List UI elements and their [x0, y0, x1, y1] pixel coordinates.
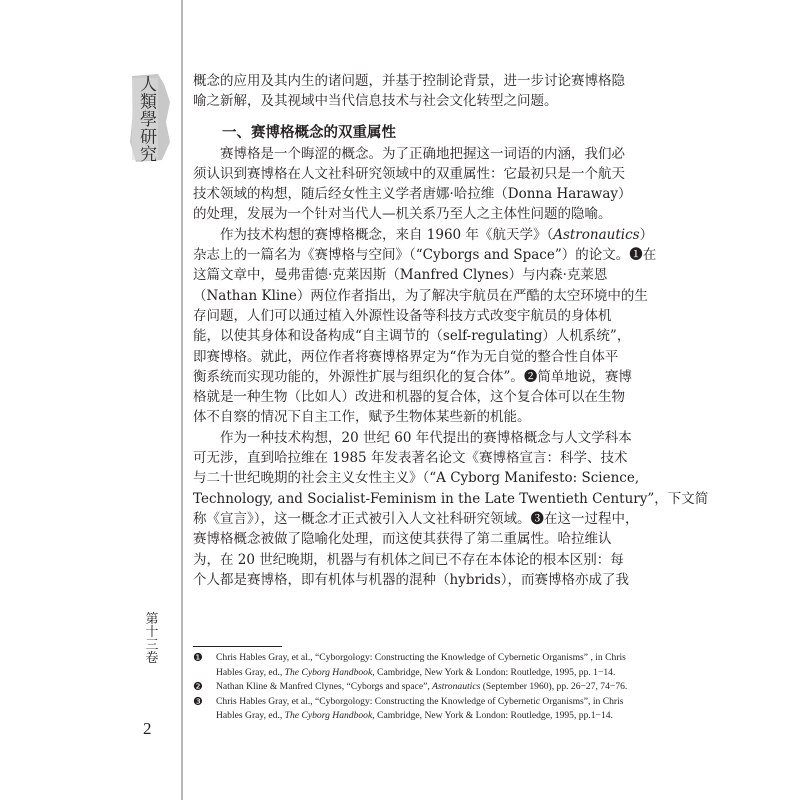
text-segment: 须认识到赛博格在人文社科研究领域中的双重属性：它最初只是一个航天	[193, 165, 625, 182]
journal-logo-text: 人類學研究	[136, 75, 156, 163]
text-line	[216, 709, 613, 724]
text-line	[193, 489, 709, 509]
text-segment: 这篇文章中，曼弗雷德·克莱因斯（Manfred Clynes）与内森·克莱恩	[193, 267, 608, 284]
volume-char: 卷	[145, 651, 159, 666]
italic-title: The Cyborg Handbook	[284, 666, 373, 678]
text-segment: 作为技术构想的赛博格概念，来自 1960 年《航天学》（	[220, 226, 554, 243]
footnote	[193, 651, 626, 680]
text-segment: （Nathan Kline）两位作者指出，为了解决宇航员在严酷的太空环境中的生	[193, 287, 648, 304]
volume-char: 三	[145, 638, 159, 653]
text-line	[193, 367, 632, 387]
text-segment: Hables Gray, ed.,	[216, 710, 285, 722]
italic-title: Astronautics	[432, 681, 481, 693]
paragraph	[193, 144, 632, 225]
text-line	[193, 225, 654, 245]
text-segment: 能，以使其身体和设备构成“自主调节的（self-regulating）人机系统”，	[193, 328, 631, 345]
paragraph	[193, 71, 625, 112]
text-line	[193, 204, 612, 224]
paragraph	[193, 428, 709, 590]
text-line	[193, 184, 632, 204]
section-heading: 一、赛博格概念的双重属性	[222, 124, 396, 141]
footnotes	[193, 651, 628, 724]
text-line	[193, 509, 639, 529]
text-line	[193, 529, 612, 549]
text-segment: 格就是一种生物（比如人）改进和机器的复合体，这个复合体可以在生物	[193, 389, 625, 406]
text-line	[193, 265, 608, 285]
paragraph	[193, 225, 657, 428]
text-line	[193, 306, 612, 326]
text-line	[216, 695, 624, 710]
footnote	[193, 680, 628, 695]
text-line	[193, 468, 640, 488]
text-line	[193, 550, 624, 570]
page-number: 2	[143, 719, 152, 738]
text-segment: 的处理，发展为一个针对当代人—机关系乃至人之主体性问题的隐喻。	[193, 206, 612, 223]
text-line	[193, 347, 619, 367]
body-text	[193, 71, 709, 590]
text-segment: 存问题，人们可以通过植入外源性设备等科技方式改变宇航员的身体机	[193, 307, 612, 324]
margin-rule	[181, 0, 183, 800]
text-segment: 称《宣言》），这一概念才正式被引入人文社科研究领域。❸在这一过程中，	[193, 510, 639, 527]
text-segment: 可无涉，直到哈拉维在 1985 年发表著名论文《赛博格宣言：科学、技术	[193, 450, 628, 467]
text-segment: Technology, and Socialist-Feminism in the Late Twentieth Century”，下文简	[193, 490, 709, 507]
text-line	[193, 448, 628, 468]
text-segment: 即赛博格。就此，两位作者将赛博格界定为“作为无自觉的整合性自体平	[193, 348, 619, 365]
text-segment: ）	[639, 226, 654, 243]
text-segment: 概念的应用及其内生的诸问题，并基于控制论背景，进一步讨论赛博格隐	[193, 73, 625, 89]
text-line	[193, 570, 630, 590]
text-line	[193, 144, 625, 164]
text-segment: 喻之新解，及其视域中当代信息技术与社会文化转型之问题。	[193, 93, 558, 110]
text-line	[193, 71, 625, 91]
text-segment: 杂志上的一篇名为《赛博格与空间》（“Cyborgs and Space”）的论文。❶在	[193, 247, 657, 264]
text-segment: 为，在 20 世纪晚期，机器与有机体之间已不存在本体论的根本区别：每	[193, 551, 624, 568]
text-segment: 与二十世纪晚期的社会主义女性主义》（“A Cyborg Manifesto: Science,	[193, 470, 640, 487]
text-line	[216, 680, 628, 695]
italic-title: The Cyborg Handbook	[284, 710, 373, 722]
footnote	[193, 695, 624, 724]
text-line	[216, 666, 616, 681]
text-segment: Chris Hables Gray, et al., “Cyborgology: Constructing the Knowledge of Cybernetic Organisms” , in Chris	[216, 652, 626, 663]
footnote-marker: ❸	[193, 695, 203, 708]
text-line	[193, 91, 598, 111]
volume-char: 十	[145, 625, 159, 640]
text-segment: , Cambridge, New York & London: Routledge, 1995, pp.1−14.	[372, 710, 613, 722]
text-line	[193, 286, 648, 306]
text-segment: Chris Hables Gray, et al., “Cyborgology: Constructing the Knowledge of Cybernetic Organisms”, in Chris	[216, 695, 624, 707]
text-line	[193, 164, 625, 184]
text-segment: (September 1960), pp. 26−27, 74−76.	[480, 681, 628, 693]
footnote-marker: ❶	[193, 652, 203, 664]
text-segment: 作为一种技术构想，20 世纪 60 年代提出的赛博格概念与人文学科本	[220, 429, 632, 446]
text-segment: , Cambridge, New York & London: Routledge, 1995, pp. 1−14.	[372, 666, 616, 678]
text-line	[193, 407, 598, 427]
text-line	[193, 245, 657, 265]
journal-seal-logo	[128, 72, 172, 164]
text-line	[216, 651, 626, 666]
text-line	[193, 428, 632, 448]
italic-title: Astronautics	[553, 226, 640, 243]
text-line	[193, 387, 625, 407]
footnote-marker: ❷	[193, 681, 203, 694]
text-segment: 赛博格是一个晦涩的概念。为了正确地把握这一词语的内涵，我们必	[220, 145, 625, 162]
volume-label	[144, 613, 160, 665]
text-segment: Hables Gray, ed.,	[216, 666, 285, 678]
text-segment: 衡系统而实现功能的，外源性扩展与组织化的复合体”。❷简单地说，赛博	[193, 368, 632, 385]
text-line	[193, 326, 631, 346]
footnote-separator	[193, 646, 282, 647]
volume-char: 第	[145, 612, 159, 627]
text-segment: 技术领域的构想，随后经女性主义学者唐娜·哈拉维（Donna Haraway）	[193, 186, 632, 203]
text-segment: Nathan Kline & Manfred Clynes, “Cyborgs and space”,	[216, 681, 433, 693]
text-segment: 体不自察的情况下自主工作，赋予生物体某些新的机能。	[193, 409, 531, 426]
text-segment: 赛博格概念被做了隐喻化处理，而这使其获得了第二重属性。哈拉维认	[193, 531, 612, 548]
text-segment: 个人都是赛博格，即有机体与机器的混种（hybrids），而赛博格亦成了我	[193, 571, 630, 588]
